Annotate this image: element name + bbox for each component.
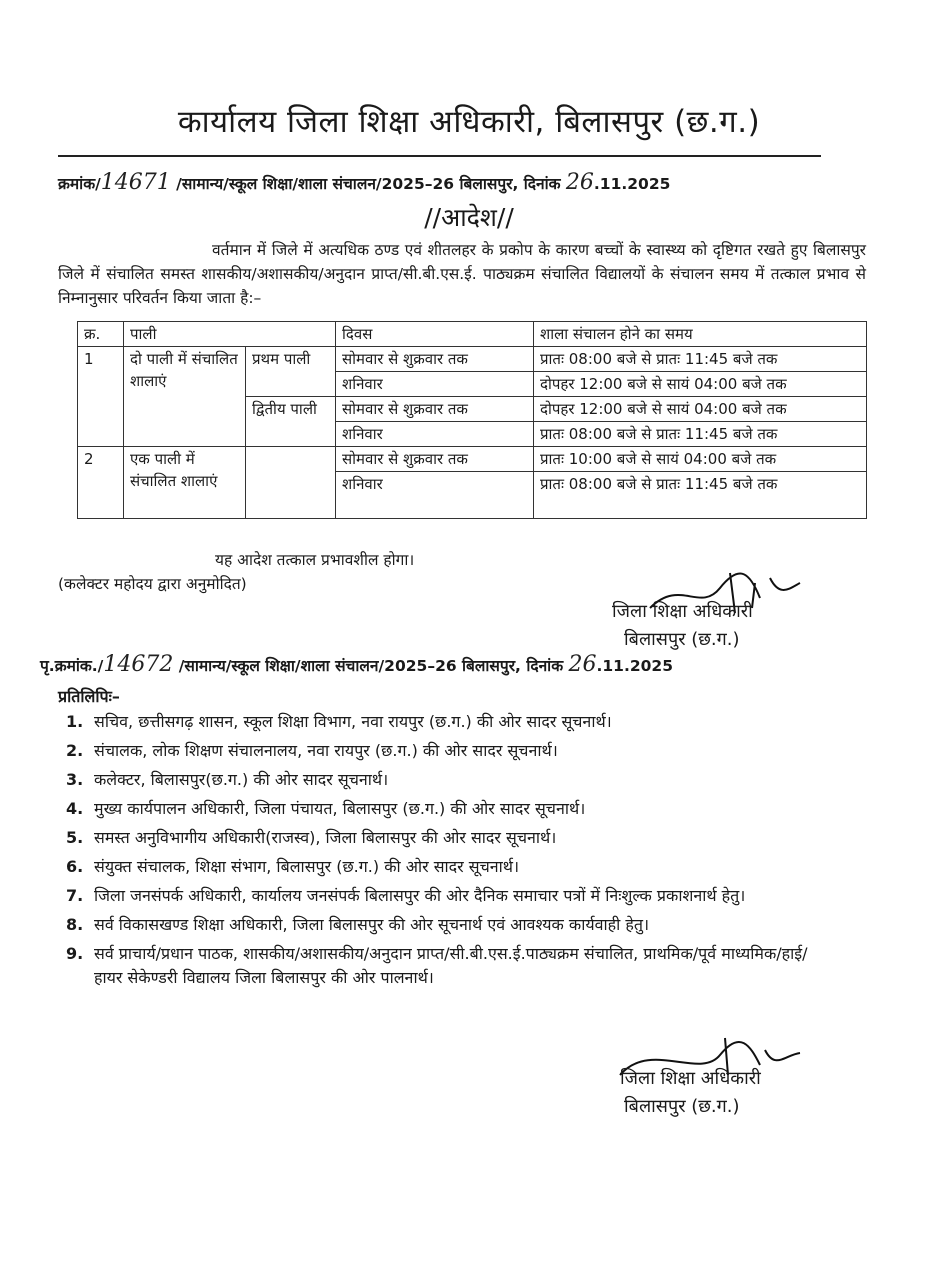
signatory-designation: जिला शिक्षा अधिकारी <box>620 1068 761 1089</box>
order-body-text: वर्तमान में जिले में अत्यधिक ठण्ड एवं शीतलहर के प्रकोप के कारण बच्चों के स्वास्थ्य को दृष्टिगत रखते हुए बिलासपुर जिले में संचालित समस्त शासकीय/अशासकीय/अनुदान प्राप्त/सी.बी.एस.ई. पाठ्यक्रम संचालित विद्यालयों के संचालन समय में तत्काल प्रभाव से निम्नानुसार परिवर्तन किया जाता है:– <box>58 241 866 307</box>
row-shift: द्वितीय पाली <box>246 397 336 447</box>
copies-list <box>66 710 826 995</box>
list-item: 5. समस्त अनुविभागीय अधिकारी(राजस्व), जिला बिलासपुर की ओर सादर सूचनार्थ। <box>66 828 557 847</box>
signature-block-1 <box>612 598 753 654</box>
order-heading: //आदेश// <box>424 203 514 232</box>
row-day: शनिवार <box>336 372 534 397</box>
table-header-row <box>78 322 867 347</box>
table-row <box>78 347 867 372</box>
school-timing-table <box>77 321 867 519</box>
row-time: प्रातः 08:00 बजे से प्रातः 11:45 बजे तक <box>534 347 867 372</box>
row-time: प्रातः 10:00 बजे से सायं 04:00 बजे तक <box>534 447 867 472</box>
order-body <box>58 238 866 310</box>
list-item: 8. सर्व विकासखण्ड शिक्षा अधिकारी, जिला बिलासपुर की ओर सूचनार्थ एवं आवश्यक कार्यवाही हेतु। <box>66 915 650 934</box>
row-day: सोमवार से शुक्रवार तक <box>336 397 534 422</box>
list-item: 9. सर्व प्राचार्य/प्रधान पाठक, शासकीय/अशासकीय/अनुदान प्राप्त/सी.बी.एस.ई.पाठ्यक्रम संचालित, प्राथमिक/पूर्व माध्यमिक/हाई/हायर सेकेण्डरी विद्यालय जिला बिलासपुर की ओर पालनार्थ। <box>66 944 808 987</box>
copies-heading: प्रतिलिपिः– <box>58 687 120 706</box>
copy-reference-line <box>40 652 673 677</box>
signatory-designation: जिला शिक्षा अधिकारी <box>612 601 753 622</box>
row-time: दोपहर 12:00 बजे से सायं 04:00 बजे तक <box>534 397 867 422</box>
copy-ref-rest: /सामान्य/स्कूल शिक्षा/शाला संचालन/2025–26 बिलासपुर, दिनांक <box>178 657 564 675</box>
row-time: दोपहर 12:00 बजे से सायं 04:00 बजे तक <box>534 372 867 397</box>
row-serial: 2 <box>78 447 124 519</box>
header-time: शाला संचालन होने का समय <box>534 322 867 347</box>
copy-ref-date-day: 26 <box>568 652 597 677</box>
row-shift-empty <box>246 447 336 519</box>
row-school-type: एक पाली में संचालित शालाएं <box>124 447 246 519</box>
signatory-place: बिलासपुर (छ.ग.) <box>624 629 740 650</box>
header-serial: क्र. <box>78 322 124 347</box>
order-reference-line <box>58 170 670 195</box>
copy-ref-number: 14672 <box>103 652 174 677</box>
row-time: प्रातः 08:00 बजे से प्रातः 11:45 बजे तक <box>534 472 867 519</box>
row-serial: 1 <box>78 347 124 447</box>
ref-date-day: 26 <box>565 170 594 195</box>
list-item: 4. मुख्य कार्यपालन अधिकारी, जिला पंचायत, बिलासपुर (छ.ग.) की ओर सादर सूचनार्थ। <box>66 799 586 818</box>
approval-note: (कलेक्टर महोदय द्वारा अनुमोदित) <box>58 575 247 593</box>
ref-prefix: क्रमांक/ <box>58 175 101 193</box>
list-item: 6. संयुक्त संचालक, शिक्षा संभाग, बिलासपुर (छ.ग.) की ओर सादर सूचनार्थ। <box>66 857 520 876</box>
row-day: सोमवार से शुक्रवार तक <box>336 447 534 472</box>
ref-date-rest: .11.2025 <box>593 175 671 193</box>
header-day: दिवस <box>336 322 534 347</box>
list-item: 3. कलेक्टर, बिलासपुर(छ.ग.) की ओर सादर सूचनार्थ। <box>66 770 389 789</box>
effect-note: यह आदेश तत्काल प्रभावशील होगा। <box>215 551 415 569</box>
list-item: 2. संचालक, लोक शिक्षण संचालनालय, नवा रायपुर (छ.ग.) की ओर सादर सूचनार्थ। <box>66 741 558 760</box>
ref-rest: /सामान्य/स्कूल शिक्षा/शाला संचालन/2025–26 बिलासपुर, दिनांक <box>176 175 561 193</box>
office-title: कार्यालय जिला शिक्षा अधिकारी, बिलासपुर (छ.ग.) <box>177 104 761 140</box>
header-shift: पाली <box>124 322 336 347</box>
table-row <box>78 447 867 472</box>
row-day: सोमवार से शुक्रवार तक <box>336 347 534 372</box>
signatory-place: बिलासपुर (छ.ग.) <box>624 1096 740 1117</box>
row-day: शनिवार <box>336 422 534 447</box>
header-divider <box>58 155 821 157</box>
list-item: 7. जिला जनसंपर्क अधिकारी, कार्यालय जनसंपर्क बिलासपुर की ओर दैनिक समाचार पत्रों में निःशुल्क प्रकाशनार्थ हेतु। <box>66 886 746 905</box>
row-time: प्रातः 08:00 बजे से प्रातः 11:45 बजे तक <box>534 422 867 447</box>
copy-ref-date-rest: .11.2025 <box>596 657 673 675</box>
copy-ref-prefix: पृ.क्रमांक./ <box>40 657 104 675</box>
list-item: 1. सचिव, छत्तीसगढ़ शासन, स्कूल शिक्षा विभाग, नवा रायपुर (छ.ग.) की ओर सादर सूचनार्थ। <box>66 712 612 731</box>
ref-number: 14671 <box>100 170 171 195</box>
signature-block-2 <box>620 1065 761 1121</box>
row-shift: प्रथम पाली <box>246 347 336 397</box>
row-school-type: दो पाली में संचालित शालाएं <box>124 347 246 447</box>
row-day: शनिवार <box>336 472 534 519</box>
